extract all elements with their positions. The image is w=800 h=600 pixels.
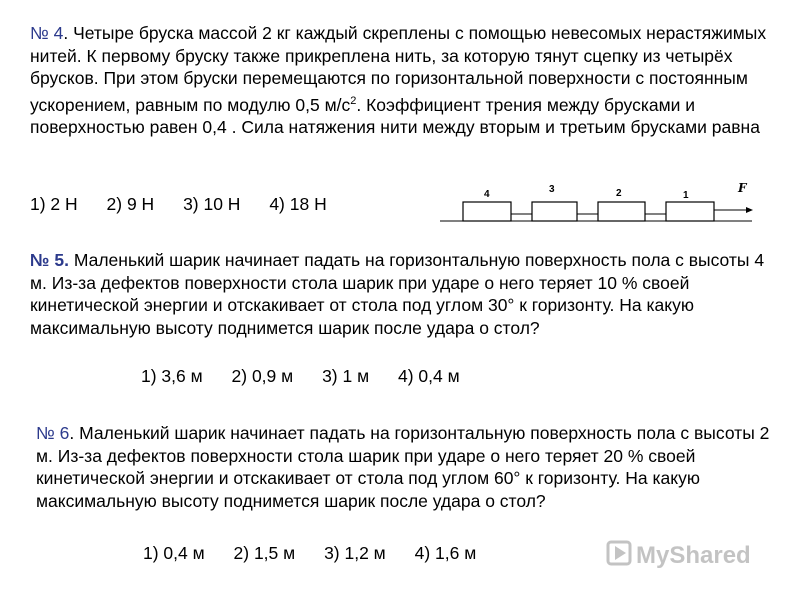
problem-5-number: № 5. xyxy=(30,250,69,270)
block-2 xyxy=(598,202,645,221)
force-label: F xyxy=(738,182,747,195)
block-label-2: 2 xyxy=(616,188,622,199)
block-label-4: 4 xyxy=(484,189,490,200)
problem-4-number: № 4 xyxy=(30,23,64,43)
block-label-3: 3 xyxy=(549,184,555,195)
problem-5-answer-3: 3) 1 м xyxy=(322,366,370,386)
problem-4-answers xyxy=(30,194,351,215)
watermark-play-icon xyxy=(615,546,626,560)
problem-5-answer-4: 4) 0,4 м xyxy=(398,366,460,386)
problem-6-answer-3: 3) 1,2 м xyxy=(324,543,386,563)
problem-4-sup: 2 xyxy=(350,94,357,107)
problem-5-text xyxy=(30,249,775,339)
block-label-1: 1 xyxy=(683,190,689,201)
problem-6-answer-4: 4) 1,6 м xyxy=(414,543,477,563)
problem-6-answer-2: 2) 1,5 м xyxy=(233,543,296,563)
block-4 xyxy=(463,202,511,221)
problem-5-body: Маленький шарик начинает падать на горизонтальную поверхность пола с высоты 4 м. Из-за дефектов поверхности стола шарик при ударе о него теряет 10 % своей кинетической энергии и отскакивает от стола под углом 30° к горизонту. На какую максимальную высоту поднимется шарик после удара о стол? xyxy=(30,250,765,338)
problem-6-text xyxy=(36,422,776,512)
problem-5-answer-1: 1) 3,6 м xyxy=(141,366,203,386)
blocks-diagram xyxy=(440,182,760,227)
problem-4-text xyxy=(30,22,770,139)
problem-4-body: . Четыре бруска массой 2 кг каждый скреплены с помощью невесомых нерастяжимых нитей. К первому бруску также прикреплена нить, за которую тянут сцепку из четырёх брусков. При этом бруски перемещаются по горизонтальной поверхности с постоянным ускорением, равным по модулю 0,5 м/с xyxy=(30,23,767,115)
block-1 xyxy=(666,202,714,221)
problem-5-answer-2: 2) 0,9 м xyxy=(231,366,294,386)
problem-6-body: . Маленький шарик начинает падать на горизонтальную поверхность пола с высоты 2 м. Из-за дефектов поверхности стола шарик при ударе о него теряет 20 % своей кинетической энергии и отскакивает от стола под углом 60° к горизонту. На какую максимальную высоту поднимется шарик после удара о стол? xyxy=(36,423,770,511)
problem-4-body-after: . Коэффициент трения между брусками и поверхностью равен 0,4 . Сила натяжения нити между вторым и третьим брусками равна xyxy=(30,94,760,138)
problem-4-answer-2: 2) 9 Н xyxy=(106,194,155,214)
force-arrow-head xyxy=(746,207,753,213)
watermark-logo xyxy=(606,534,766,574)
problem-6-number: № 6 xyxy=(36,423,70,443)
problem-4-answer-1: 1) 2 Н xyxy=(30,194,78,214)
problem-6-answer-1: 1) 0,4 м xyxy=(143,543,205,563)
watermark-text: MyShared xyxy=(636,542,751,569)
problem-4-answer-4: 4) 18 Н xyxy=(269,194,327,214)
problem-6-answers xyxy=(143,543,500,564)
block-3 xyxy=(532,202,577,221)
problem-4-answer-3: 3) 10 Н xyxy=(183,194,241,214)
problem-5-answers xyxy=(141,366,484,387)
